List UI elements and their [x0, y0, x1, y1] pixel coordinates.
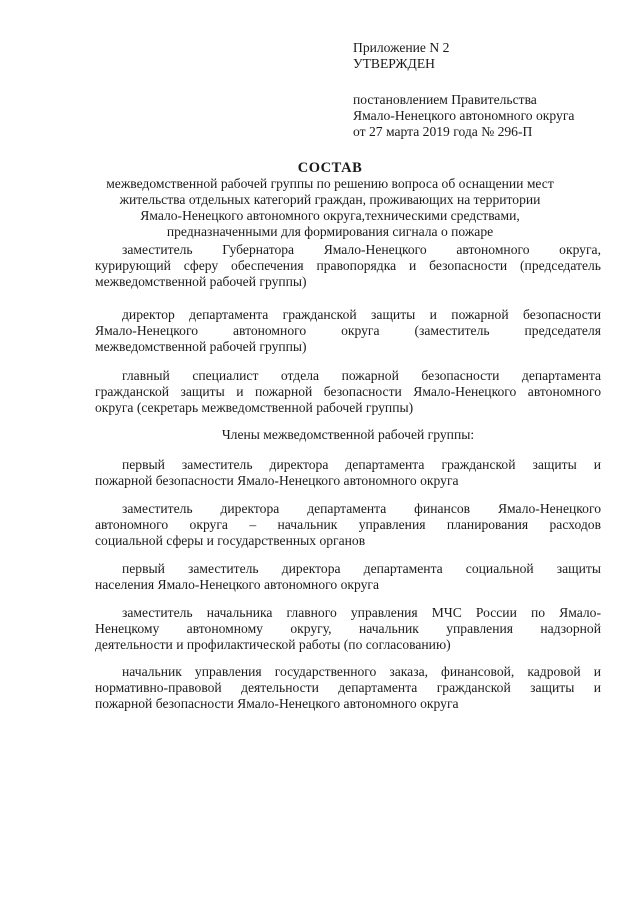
decree-line-2: Ямало-Ненецкого автономного округа [353, 108, 575, 123]
member-item: первый заместитель директора департамента гражданской защиты и пожарной безопасности Ямало-Ненецкого автономного округа [95, 457, 601, 488]
leadership-chair: заместитель Губернатора Ямало-Ненецкого автономного округа, курирующий сферу обеспечения правопорядка и безопасности (председатель межведомственной рабочей группы) [95, 242, 601, 289]
subtitle-line: жительства отдельных категорий граждан, проживающих на территории [119, 192, 541, 207]
approval-header [353, 40, 623, 140]
subtitle-line: предназначенными для формирования сигнала о пожаре [166, 224, 494, 239]
leadership-deputy-chair: директор департамента гражданской защиты и пожарной безопасности Ямало-Ненецкого автономного округа (заместитель председателя межведомственной рабочей группы) [95, 307, 601, 354]
member-item: заместитель начальника главного управления МЧС России по Ямало- Ненецкому автономному округу, начальник управления надзорной деятельности и профилактической работы (по согласованию) [95, 605, 601, 652]
decree-line-3: от 27 марта 2019 года № 296-П [353, 124, 533, 139]
document-subtitle [88, 176, 572, 240]
subtitle-line: межведомственной рабочей группы по решению вопроса об оснащении мест [106, 176, 554, 191]
approved-label: УТВЕРЖДЕН [353, 56, 435, 71]
leadership-secretary: главный специалист отдела пожарной безопасности департамента гражданской защиты и пожарной безопасности Ямало-Ненецкого автономного округа (секретарь межведомственной рабочей группы) [95, 368, 601, 415]
subtitle-line: Ямало-Ненецкого автономного округа,техническими средствами, [140, 208, 520, 223]
members-heading: Члены межведомственной рабочей группы: [221, 427, 475, 442]
member-item: первый заместитель директора департамента социальной защиты населения Ямало-Ненецкого автономного округа [95, 561, 601, 592]
appendix-number: Приложение N 2 [353, 40, 450, 55]
member-item: заместитель директора департамента финансов Ямало-Ненецкого автономного округа – начальник управления планирования расходов социальной сферы и государственных органов [95, 501, 601, 548]
member-item: начальник управления государственного заказа, финансовой, кадровой и нормативно-правовой деятельности департамента гражданской защиты и пожарной безопасности Ямало-Ненецкого автономного округа [95, 664, 601, 711]
document-title: СОСТАВ [297, 160, 363, 176]
decree-line-1: постановлением Правительства [353, 92, 537, 107]
